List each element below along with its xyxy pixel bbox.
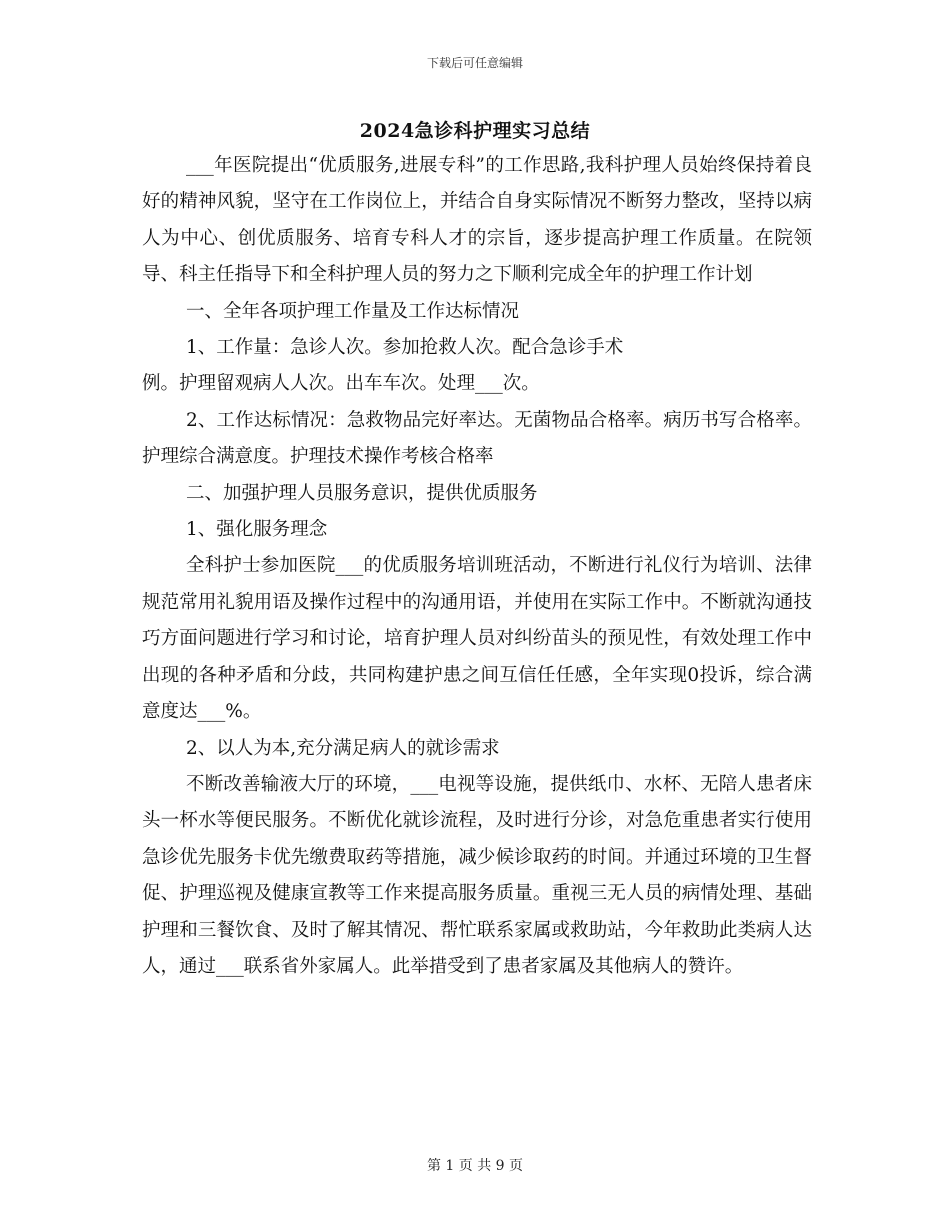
section-heading-1: 一、全年各项护理工作量及工作达标情况 (186, 300, 520, 322)
subheading-service-concept: 1、强化服务理念 (186, 519, 328, 541)
subheading-patient-needs: 2、以人为本,充分满足病人的就诊需求 (186, 737, 500, 759)
document-title: 2024急诊科护理实习总结 (359, 120, 591, 142)
section-heading-2: 二、加强护理人员服务意识，提供优质服务 (186, 482, 538, 504)
paragraph-workload-cont: 例。护理留观病人人次。出车车次。处理___次。 (142, 373, 540, 395)
paragraph-workload: 1、工作量：急诊人次。参加抢救人次。配合急诊手术 (186, 337, 624, 359)
paragraph-patient-needs: 不断改善输液大厅的环境，___电视等设施，提供纸巾、水杯、无陪人患者床头一杯水等便民服务。不断优化就诊流程，及时进行分诊，对急危重患者实行使用急诊优先服务卡优先缴费取药等措施，减少候诊取药的时间。并通过环境的卫生督促、护理巡视及健康宣教等工作来提高服务质量。重视三无人员的病情处理、基础护理和三餐饮食、及时了解其情况、帮忙联系家属或救助站，今年救助此类病人达人，通过___联系省外家属人。此举措受到了患者家属及其他病人的赞许。 (142, 773, 812, 977)
header-note: 下载后可任意编辑 (426, 56, 523, 70)
page-footer: 第 1 页 共 9 页 (426, 1158, 524, 1174)
paragraph-standards: 2、工作达标情况：急救物品完好率达。无菌物品合格率。病历书写合格率。护理综合满意度。护理技术操作考核合格率 (142, 409, 812, 468)
paragraph-intro: ___年医院提出“优质服务,进展专科”的工作思路,我科护理人员始终保持着良好的精神风貌，坚守在工作岗位上，并结合自身实际情况不断努力整改，坚持以病人为中心、创优质服务、培育专科人才的宗旨，逐步提高护理工作质量。在院领导、科主任指导下和全科护理人员的努力之下顺利完成全年的护理工作计划 (142, 155, 812, 286)
paragraph-service-training: 全科护士参加医院___的优质服务培训班活动，不断进行礼仪行为培训、法律规范常用礼貌用语及操作过程中的沟通用语，并使用在实际工作中。不断就沟通技巧方面问题进行学习和讨论，培育护理人员对纠纷苗头的预见性，有效处理工作中出现的各种矛盾和分歧，共同构建护患之间互信任任感，全年实现0投诉，综合满意度达___%。 (142, 555, 812, 723)
document-body (142, 148, 812, 985)
